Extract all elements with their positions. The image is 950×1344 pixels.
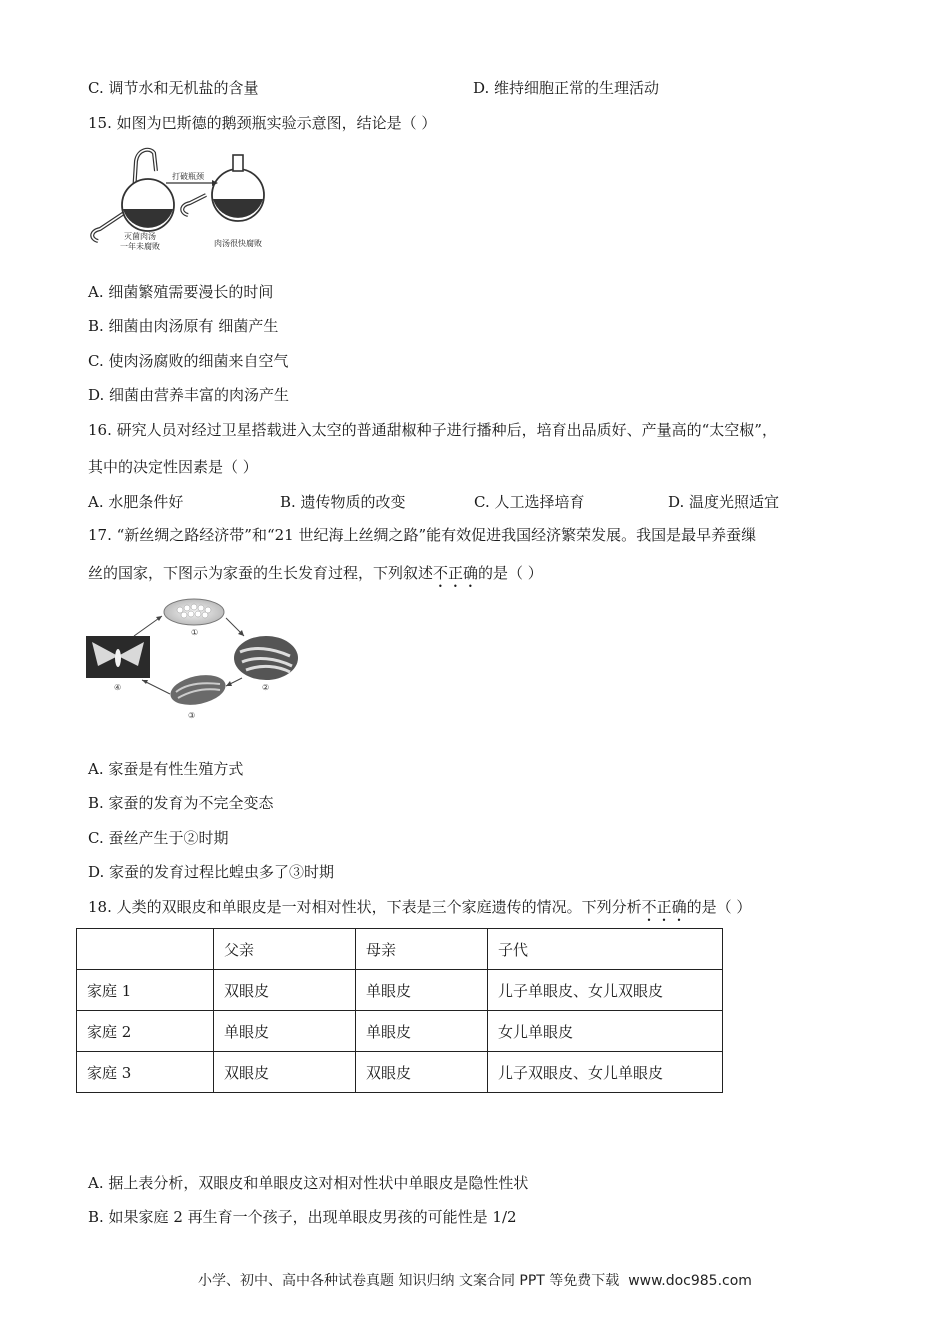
figure-left-label-1: 灭菌肉汤 (124, 232, 156, 241)
table-cell: 双眼皮 (214, 970, 356, 1011)
q15-option-b: B. 细菌由肉汤原有 细菌产生 (88, 317, 279, 335)
q16-stem-line2: 其中的决定性因素是（ ） (88, 458, 258, 476)
footer-url[interactable]: www.doc985.com (628, 1273, 752, 1289)
q16-option-b: B. 遗传物质的改变 (280, 493, 406, 511)
q15-option-a: A. 细菌繁殖需要漫长的时间 (88, 283, 274, 301)
table-cell: 家庭 1 (77, 970, 214, 1011)
table-cell: 儿子双眼皮、女儿单眼皮 (488, 1052, 723, 1093)
q17-stem-line2 (88, 562, 543, 591)
stage-label-4: ④ (114, 683, 122, 692)
q16-option-d: D. 温度光照适宜 (668, 493, 780, 511)
stage-label-1: ① (191, 628, 199, 637)
table-cell: 单眼皮 (356, 970, 488, 1011)
footer-text: 小学、初中、高中各种试卷真题 知识归纳 文案合同 PPT 等免费下载 (198, 1273, 620, 1289)
silkworm-lifecycle-figure (86, 596, 298, 722)
q18-option-b: B. 如果家庭 2 再生育一个孩子，出现单眼皮男孩的可能性是 1/2 (88, 1208, 517, 1226)
q17-option-a: A. 家蚕是有性生殖方式 (88, 760, 244, 778)
q17-stem-line1: 17. “新丝绸之路经济带”和“21 世纪海上丝绸之路”能有效促进我国经济繁荣发展。我国是最早养蚕缫 (88, 526, 757, 544)
q17-stem-pre: 丝的国家，下图示为家蚕的生长发育过程，下列叙述 (88, 564, 434, 582)
table-cell: 女儿单眼皮 (488, 1011, 723, 1052)
q17-option-b: B. 家蚕的发育为不完全变态 (88, 794, 274, 812)
table-cell: 单眼皮 (214, 1011, 356, 1052)
stage-label-3: ③ (188, 711, 196, 720)
stage-label-2: ② (262, 683, 270, 692)
table-header-cell: 子代 (488, 929, 723, 970)
q18-stem (88, 896, 751, 925)
q15-option-c: C. 使肉汤腐败的细菌来自空气 (88, 352, 289, 370)
table-header-cell (77, 929, 214, 970)
q18-option-a: A. 据上表分析，双眼皮和单眼皮这对相对性状中单眼皮是隐性性状 (88, 1174, 529, 1192)
q17-stem-post: 的是（ ） (478, 564, 543, 582)
q15-option-d: D. 细菌由营养丰富的肉汤产生 (88, 386, 290, 404)
table-cell: 单眼皮 (356, 1011, 488, 1052)
heredity-table (76, 928, 723, 1093)
table-header-cell: 父亲 (214, 929, 356, 970)
table-cell: 儿子单眼皮、女儿双眼皮 (488, 970, 723, 1011)
table-row (77, 1011, 723, 1052)
q18-stem-post: 的是（ ） (686, 898, 752, 916)
swan-neck-flask-figure (88, 143, 278, 258)
q14-option-c: C. 调节水和无机盐的含量 (88, 79, 259, 97)
q17-option-d: D. 家蚕的发育过程比蝗虫多了③时期 (88, 863, 335, 881)
figure-left-label-2: 一年未腐败 (120, 242, 160, 251)
q17-option-c: C. 蚕丝产生于②时期 (88, 829, 229, 847)
q18-stem-pre: 18. 人类的双眼皮和单眼皮是一对相对性状，下表是三个家庭遗传的情况。下列分析 (88, 898, 642, 916)
table-cell: 家庭 2 (77, 1011, 214, 1052)
q16-option-a: A. 水肥条件好 (88, 493, 184, 511)
table-row (77, 1052, 723, 1093)
table-header-cell: 母亲 (356, 929, 488, 970)
table-header-row (77, 929, 723, 970)
q14-option-d: D. 维持细胞正常的生理活动 (473, 79, 660, 97)
table-cell: 家庭 3 (77, 1052, 214, 1093)
figure-arrow-label: 打破瓶颈 (172, 172, 204, 181)
page-footer (0, 1270, 950, 1290)
q16-stem-line1: 16. 研究人员对经过卫星搭载进入太空的普通甜椒种子进行播种后，培育出品质好、产量高的“太空椒”， (88, 421, 777, 439)
table-cell: 双眼皮 (214, 1052, 356, 1093)
q18-stem-emphasis: 不正确 (641, 898, 687, 916)
q15-stem: 15. 如图为巴斯德的鹅颈瓶实验示意图，结论是（ ） (88, 114, 437, 132)
q16-option-c: C. 人工选择培育 (474, 493, 585, 511)
table-cell: 双眼皮 (356, 1052, 488, 1093)
figure-right-label: 肉汤很快腐败 (214, 239, 262, 248)
q17-stem-emphasis: 不正确 (433, 564, 479, 582)
table-row (77, 970, 723, 1011)
